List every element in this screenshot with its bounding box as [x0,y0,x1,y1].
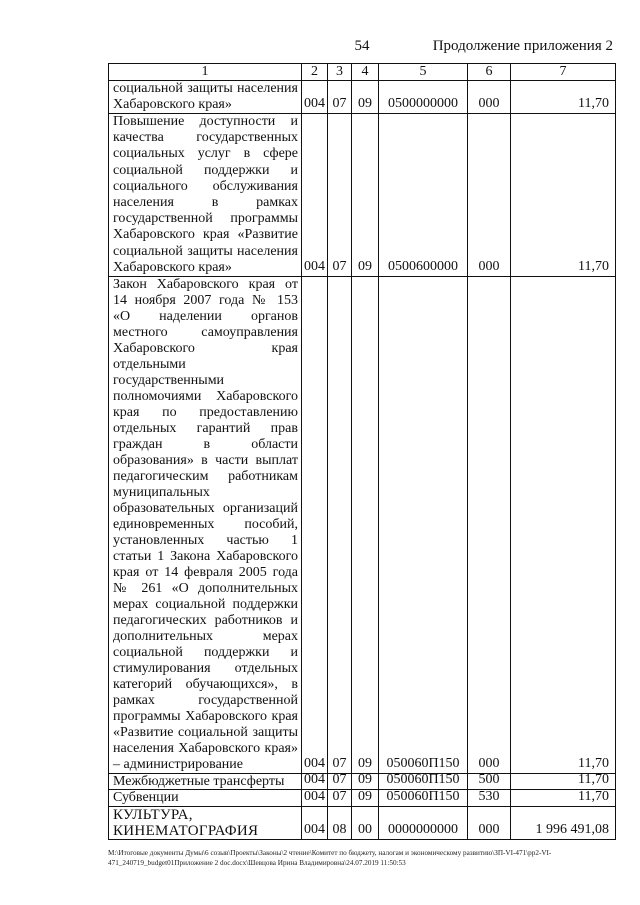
expense-type-code-cell: 000 [468,277,511,774]
description-line: населения в рамках [113,194,298,210]
ministry-code-cell: 004 [302,790,328,807]
description-line: муниципальных [113,485,210,500]
subsection-code-cell: 09 [352,81,379,114]
row-description [109,81,302,114]
description-line: социальной поддержки и [113,645,298,660]
continuation-label: Продолжение приложения 2 [432,38,613,54]
description-line: населения Хабаровского края» [113,741,298,756]
section-code-cell: 07 [328,114,352,277]
description-line: качества государственных [113,130,298,146]
description-line: социальной поддержки и [113,162,298,178]
file-path-footer [108,848,618,868]
description-line: Закон Хабаровского края от [113,277,298,292]
description-line: № 261 «О дополнительных [113,581,298,596]
description-line: государственной программы [113,211,298,227]
target-article-code-cell: 0500600000 [379,114,468,277]
file-path-line-1: M:\Итоговые документы Думы\6 созыв\Проекты\Законы\2 чтение\Комитет по бюджету, налогам и экономическому развитию\ЗП-VI-471\рр2-VI- [108,849,552,857]
description-line: программы Хабаровского края [113,709,298,724]
description-line: Субвенции [113,790,179,805]
target-article-code-cell: 0500000000 [379,81,468,114]
description-line: социального обслуживания [113,178,298,194]
expense-type-code-cell: 530 [468,790,511,807]
description-line: края от 14 февраля 2005 года [113,565,298,580]
ministry-code-cell: 004 [302,277,328,774]
table-row [109,807,616,840]
description-line: педагогических работников и [113,613,298,628]
expense-type-code-cell: 000 [468,81,511,114]
file-path-line-2: 471_240719_budget01Приложение 2 doc.docx\Шевцова Ирина Владимировна\24.07.2019 11:50:53 [108,859,406,867]
row-description [109,114,302,277]
column-header-5: 5 [379,64,468,81]
description-line: «Развитие социальной защиты [113,725,298,740]
description-line: рамках государственной [113,693,298,708]
column-header-1: 1 [109,64,302,81]
description-line: Хабаровского края» [113,259,232,275]
description-line: отдельными [113,357,186,372]
target-article-code-cell: 050060П150 [379,774,468,790]
row-description [109,774,302,790]
description-line: Хабаровского края» [113,97,232,112]
section-code-cell: 07 [328,277,352,774]
description-line: Повышение доступности и [113,114,298,129]
amount-cell: 11,70 [511,790,616,807]
target-article-code-cell: 050060П150 [379,277,468,774]
description-line: статьи 1 Закона Хабаровского [113,549,298,564]
amount-cell: 11,70 [511,81,616,114]
section-code-cell: 08 [328,807,352,840]
description-line: полномочиями Хабаровского [113,389,298,404]
subsection-code-cell: 09 [352,790,379,807]
column-header-3: 3 [328,64,352,81]
expense-type-code-cell: 000 [468,114,511,277]
subsection-code-cell: 09 [352,774,379,790]
ministry-code-cell: 004 [302,114,328,277]
ministry-code-cell: 004 [302,774,328,790]
description-line: образования» в части выплат [113,453,298,468]
expense-type-code-cell: 000 [468,807,511,840]
description-line: социальных услуг в сфере [113,146,298,162]
description-line: образовательных организаций [113,501,298,516]
section-code-cell: 07 [328,774,352,790]
amount-cell: 11,70 [511,774,616,790]
description-line: мерах социальной поддержки [113,597,298,612]
ministry-code-cell: 004 [302,807,328,840]
description-line: стимулирования отдельных [113,661,298,676]
section-code-cell: 07 [328,790,352,807]
row-description [109,807,302,840]
table-row [109,277,616,774]
description-line: 14 ноября 2007 года № 153 [113,293,298,308]
description-line: «О наделении органов [113,309,298,324]
table-row [109,790,616,807]
column-header-2: 2 [302,64,328,81]
description-line: государственными [113,373,225,388]
row-description [109,790,302,807]
amount-cell: 1 996 491,08 [511,807,616,840]
description-line: Хабаровского края [113,341,298,356]
description-line: отдельных гарантий прав [113,421,298,436]
target-article-code-cell: 0000000000 [379,807,468,840]
description-line: категорий обучающихся», в [113,677,298,692]
description-line: единовременных пособий, [113,517,298,532]
ministry-code-cell: 004 [302,81,328,114]
description-line: КИНЕМАТОГРАФИЯ [113,823,259,839]
description-line: граждан в области [113,437,298,452]
description-line: педагогическим работникам [113,469,298,484]
subsection-code-cell: 09 [352,114,379,277]
table-header-row [109,64,616,81]
amount-cell: 11,70 [511,277,616,774]
row-description [109,277,302,774]
description-line: установленных частью 1 [113,533,298,548]
description-line: Хабаровского края «Развитие [113,227,298,243]
page-number: 54 [354,38,370,54]
subsection-code-cell: 09 [352,277,379,774]
description-line: местного самоуправления [113,325,298,340]
section-code-cell: 07 [328,81,352,114]
description-line: социальной защиты населения [113,81,298,96]
description-line: дополнительных мерах [113,629,298,644]
expense-type-code-cell: 500 [468,774,511,790]
table-row [109,81,616,114]
table-row [109,774,616,790]
description-line: – администрирование [113,757,244,772]
column-header-4: 4 [352,64,379,81]
column-header-7: 7 [511,64,616,81]
description-line: края по предоставлению [113,405,298,420]
amount-cell: 11,70 [511,114,616,277]
table-row [109,114,616,277]
description-line: КУЛЬТУРА, [113,807,193,823]
budget-table [108,63,616,840]
description-line: социальной защиты населения [113,243,298,259]
column-header-6: 6 [468,64,511,81]
description-line: Межбюджетные трансферты [113,774,285,789]
target-article-code-cell: 050060П150 [379,790,468,807]
subsection-code-cell: 00 [352,807,379,840]
